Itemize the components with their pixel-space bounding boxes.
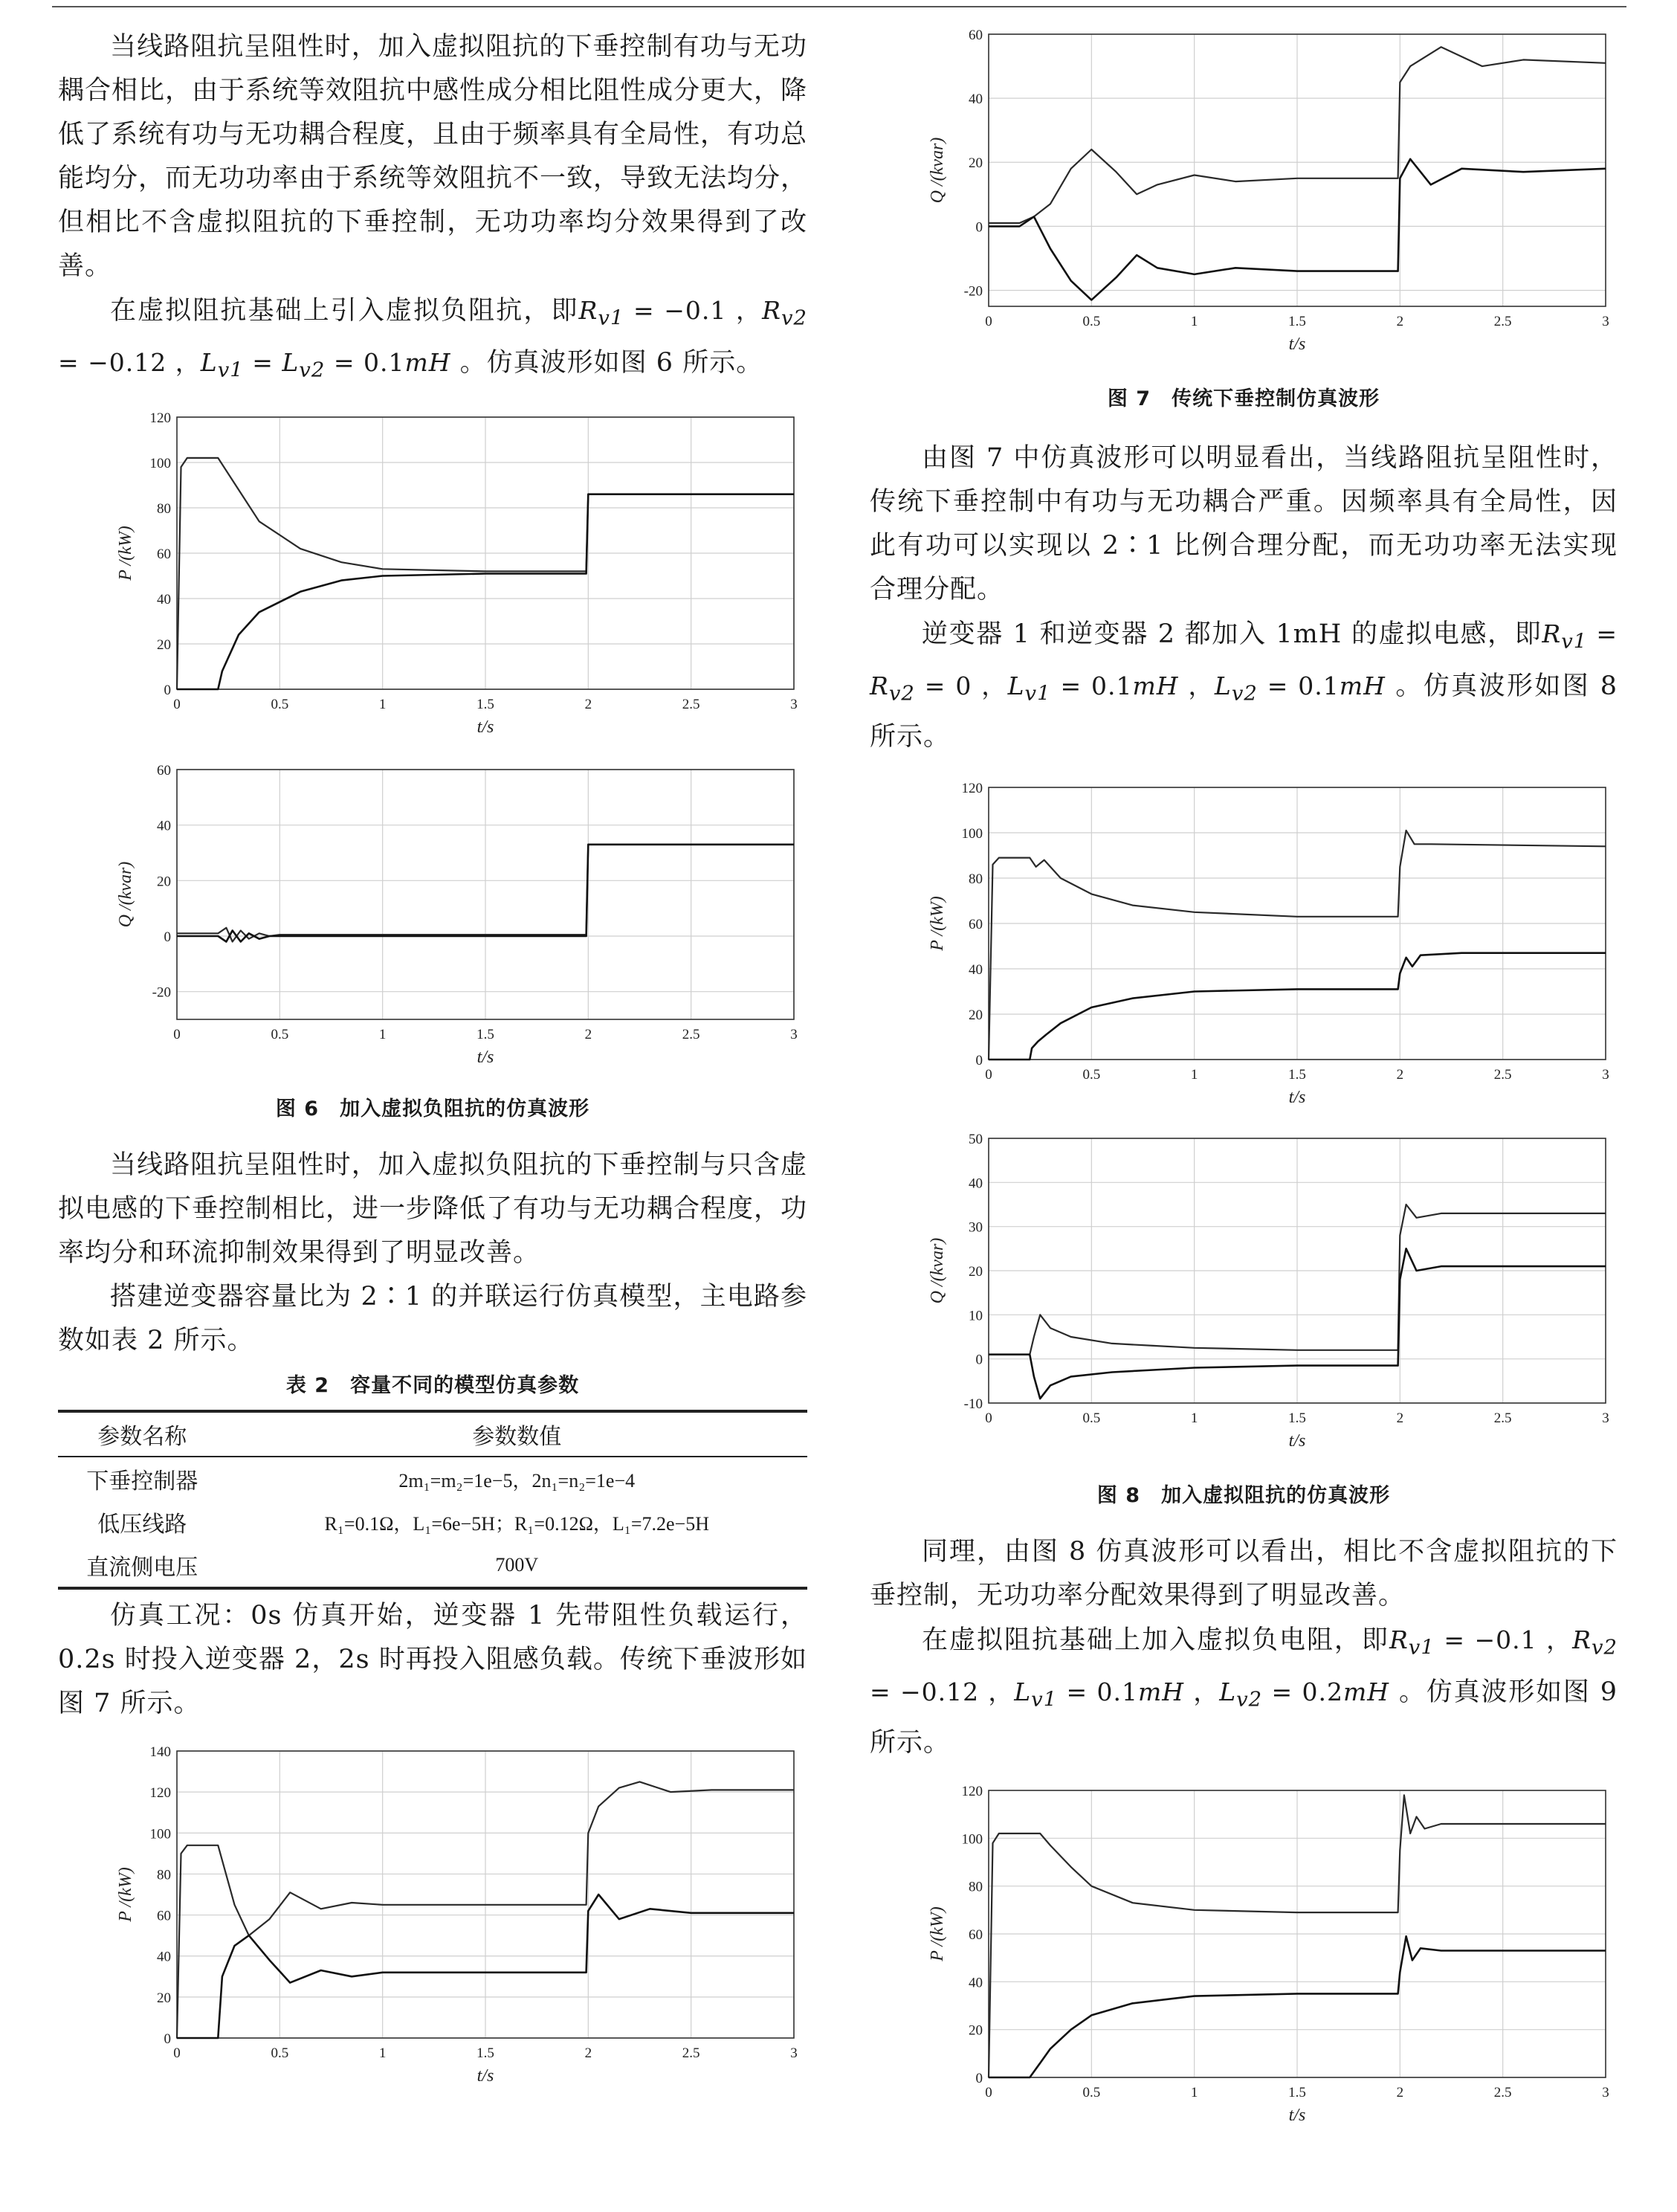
table-cell: 直流侧电压 [86, 1555, 198, 1581]
fig9-active-power-chart [870, 1781, 1613, 2131]
y-tick-label: 0 [975, 219, 983, 236]
right-paragraph-3: 同理，由图 8 仿真波形可以看出，相比不含虚拟阻抗的下垂控制，无功功率分配效果得到了明显改善。 [870, 1537, 1618, 1611]
x-tick-label: 1 [1190, 1410, 1198, 1427]
y-tick-label: 80 [969, 871, 983, 888]
x-tick-label: 1 [378, 1027, 387, 1043]
grid [177, 770, 794, 1019]
right-paragraph-4-tail: 。仿真波形如图 9 所示。 [870, 1677, 1618, 1758]
fig6-active-power-chart [58, 408, 801, 743]
x-tick-label: 1.5 [476, 2045, 494, 2062]
left-paragraph-3: 当线路阻抗呈阻性时，加入虚拟负阻抗的下垂控制与只含虚拟电感的下垂控制相比，进一步降低了有功与无功耦合程度，功率均分和环流抑制效果得到了明显改善。 [58, 1150, 808, 1268]
x-tick-label: 2 [1396, 314, 1404, 329]
y-tick-label: -10 [963, 1396, 983, 1413]
left-paragraph-2-text: 在虚拟阻抗基础上引入虚拟负阻抗，即 [110, 296, 579, 326]
y-tick-label: 50 [969, 1132, 983, 1148]
y-tick-label: 0 [164, 2031, 171, 2048]
grid [989, 34, 1606, 306]
right-paragraph-4-text: 在虚拟阻抗基础上加入虚拟负电阻，即 [922, 1625, 1389, 1656]
right-column [870, 25, 1618, 2131]
x-tick-label: 2 [584, 697, 592, 713]
y-tick-label: 120 [149, 410, 171, 427]
right-paragraph-4 [870, 1618, 1618, 1765]
left-paragraph-1: 当线路阻抗呈阻性时，加入虚拟阻抗的下垂控制有功与无功耦合相比，由于系统等效阻抗中感性成分相比阻性成分更大，降低了系统有功与无功耦合程度，且由于频率具有全局性，有功总能均分，而无功功率由于系统等效阻抗不一致，导致无法均分，但相比不含虚拟阻抗的下垂控制，无功功率均分效果得到了改善。 [58, 32, 808, 281]
y-tick-label: 60 [969, 917, 983, 933]
x-tick-label: 1 [1190, 1067, 1198, 1083]
right-paragraph-2 [870, 612, 1618, 759]
x-tick-label: 0.5 [1082, 2085, 1101, 2101]
table-row [58, 1544, 807, 1588]
left-paragraph-2 [58, 288, 807, 392]
x-axis-label: t/s [1288, 2106, 1306, 2126]
y-tick-label: 40 [969, 1975, 983, 1991]
x-tick-label: 2.5 [1493, 1067, 1512, 1083]
y-tick-label: 0 [164, 683, 171, 699]
x-tick-label: 3 [790, 697, 798, 713]
left-paragraph-4: 搭建逆变器容量比为 2∶1 的并联运行仿真模型，主电路参数如表 2 所示。 [58, 1282, 807, 1356]
x-tick-label: 2 [1396, 1410, 1404, 1427]
y-tick-label: 60 [157, 546, 171, 563]
y-tick-label: 60 [969, 28, 983, 43]
x-tick-label: 0 [173, 2045, 181, 2062]
x-tick-label: 1.5 [1288, 1067, 1306, 1083]
table-row [58, 1457, 807, 1500]
grid [177, 417, 794, 689]
x-tick-label: 2 [584, 1027, 592, 1043]
x-tick-label: 3 [790, 1027, 798, 1043]
y-tick-label: 120 [961, 781, 983, 797]
x-tick-label: 0 [985, 314, 992, 329]
fig7-active-power-chart [58, 1742, 801, 2092]
left-column [58, 25, 807, 2092]
x-tick-label: 1 [378, 697, 387, 713]
x-tick-label: 3 [1602, 1067, 1609, 1083]
y-tick-label: 20 [969, 1264, 983, 1280]
y-axis-label: Q /(kvar) [928, 137, 947, 204]
x-tick-label: 0.5 [271, 697, 289, 713]
x-tick-label: 3 [1602, 1410, 1609, 1427]
table-cell: R₁=0.1Ω，L₁=6e−5H；R₁=0.12Ω，L₁=7.2e−5H [324, 1512, 709, 1535]
y-tick-label: 60 [157, 763, 171, 779]
fig7-caption: 图 7 传统下垂控制仿真波形 [1107, 387, 1380, 410]
x-tick-label: 0 [985, 1067, 992, 1083]
page-top-rule [52, 6, 1626, 7]
x-tick-label: 3 [790, 2045, 798, 2062]
y-tick-label: 0 [975, 1352, 983, 1368]
x-tick-label: 0.5 [271, 2045, 289, 2062]
y-tick-label: 100 [961, 1831, 983, 1848]
x-tick-label: 2 [584, 2045, 592, 2062]
x-tick-label: 3 [1602, 2085, 1609, 2101]
y-tick-label: 60 [157, 1908, 171, 1924]
x-tick-label: 1.5 [476, 1027, 494, 1043]
y-tick-label: 100 [149, 456, 171, 472]
table-header-value: 参数数值 [472, 1424, 562, 1451]
x-axis-label: t/s [1288, 335, 1306, 354]
y-axis-label: P /(kW) [928, 1906, 947, 1962]
y-tick-label: 0 [975, 2071, 983, 2087]
table-header-row [58, 1411, 807, 1457]
y-tick-label: 120 [961, 1784, 983, 1800]
y-tick-label: 80 [969, 1880, 983, 1896]
table-cell: 低压线路 [97, 1512, 187, 1538]
x-tick-label: 0 [173, 1027, 181, 1043]
y-tick-label: 60 [969, 1927, 983, 1944]
y-tick-label: 80 [157, 1867, 171, 1883]
x-tick-label: 1 [1190, 2085, 1198, 2101]
x-axis-label: t/s [476, 718, 494, 738]
y-axis-label: Q /(kvar) [928, 1237, 947, 1304]
table-row [58, 1500, 807, 1544]
y-tick-label: 20 [969, 1007, 983, 1024]
x-tick-label: 0.5 [1082, 1410, 1101, 1427]
y-tick-label: 40 [969, 962, 983, 978]
x-axis-label: t/s [1288, 1088, 1306, 1108]
fig8-caption: 图 8 加入虚拟阻抗的仿真波形 [1096, 1484, 1391, 1508]
y-tick-label: 30 [969, 1219, 983, 1236]
y-tick-label: 20 [157, 874, 171, 890]
y-tick-label: 40 [969, 91, 983, 108]
y-tick-label: 40 [157, 592, 171, 608]
y-tick-label: -20 [152, 984, 171, 1001]
right-paragraph-1: 由图 7 中仿真波形可以明显看出，当线路阻抗呈阻性时，传统下垂控制中有功与无功耦合严重。因频率具有全局性，因此有功可以实现以 2∶1 比例合理分配，而无功功率无法实现合理分配。 [870, 443, 1618, 604]
y-axis-label: P /(kW) [928, 896, 947, 951]
y-tick-label: 40 [157, 818, 171, 834]
eq-rv1: $R_{v1} = -0.1$ ，$R_{v2} = -0.12$ ，$L_{v1} = L_{v2} = 0.1mH$ [58, 296, 807, 382]
grid [989, 1790, 1606, 2077]
y-axis-label: P /(kW) [116, 1867, 135, 1922]
fig6-reactive-power-chart [58, 761, 801, 1073]
y-tick-label: 0 [164, 929, 171, 946]
x-tick-label: 2 [1396, 1067, 1404, 1083]
x-tick-label: 2.5 [682, 1027, 700, 1043]
y-tick-label: 100 [961, 826, 983, 842]
y-tick-label: 140 [149, 1744, 171, 1761]
right-paragraph-2-tail: 。仿真波形如图 8 所示。 [870, 671, 1618, 752]
table-header-name: 参数名称 [97, 1424, 187, 1451]
y-tick-label: 80 [157, 501, 171, 517]
x-tick-label: 0 [985, 1410, 992, 1427]
y-tick-label: 40 [969, 1176, 983, 1192]
table2-title: 表 2 容量不同的模型仿真参数 [285, 1374, 580, 1398]
x-tick-label: 1.5 [476, 697, 494, 713]
x-tick-label: 1 [1190, 314, 1198, 329]
grid [989, 787, 1606, 1060]
y-tick-label: 10 [969, 1308, 983, 1324]
x-tick-label: 1.5 [1288, 2085, 1306, 2101]
y-axis-label: P /(kW) [116, 526, 135, 581]
table-cell: 下垂控制器 [86, 1468, 198, 1495]
y-axis-label: Q /(kvar) [116, 861, 135, 928]
eq-virtual-inductance: $R_{v1} = R_{v2} = 0$ ，$L_{v1} = 0.1mH$ ，$L_{v2} = 0.1mH$ [870, 619, 1618, 706]
left-paragraph-2-tail: 。仿真波形如图 6 所示。 [450, 347, 763, 378]
grid [177, 1751, 794, 2038]
x-axis-label: t/s [476, 1048, 494, 1068]
x-tick-label: 2 [1396, 2085, 1404, 2101]
y-tick-label: 100 [149, 1826, 171, 1842]
y-tick-label: 20 [969, 155, 983, 172]
x-tick-label: 1.5 [1288, 1410, 1306, 1427]
fig8-reactive-power-chart [870, 1129, 1613, 1457]
x-tick-label: 2.5 [682, 697, 700, 713]
y-tick-label: 120 [149, 1785, 171, 1802]
fig6-caption: 图 6 加入虚拟负阻抗的仿真波形 [275, 1097, 590, 1121]
right-paragraph-2-text: 逆变器 1 和逆变器 2 都加入 1mH 的虚拟电感，即 [922, 619, 1542, 649]
grid [989, 1138, 1606, 1403]
x-tick-label: 1.5 [1288, 314, 1306, 329]
x-tick-label: 0 [173, 697, 181, 713]
x-tick-label: 2.5 [1493, 2085, 1512, 2101]
fig8-active-power-chart [870, 778, 1613, 1113]
x-tick-label: 2.5 [682, 2045, 700, 2062]
fig7-reactive-power-chart [870, 25, 1613, 360]
x-tick-label: 0.5 [1082, 314, 1101, 329]
y-tick-label: 20 [157, 637, 171, 654]
table-cell: 700V [495, 1554, 539, 1576]
x-tick-label: 0 [985, 2085, 992, 2101]
table-cell: 2m₁=m₂=1e−5，2n₁=n₂=1e−4 [398, 1469, 636, 1492]
x-tick-label: 3 [1602, 314, 1609, 329]
left-paragraph-5: 仿真工况：0s 仿真开始，逆变器 1 先带阻性负载运行，0.2s 时投入逆变器 2，2s 时再投入阻感负载。传统下垂波形如图 7 所示。 [58, 1601, 807, 1719]
x-tick-label: 2.5 [1493, 314, 1512, 329]
x-tick-label: 0.5 [271, 1027, 289, 1043]
y-tick-label: 20 [157, 1990, 171, 2007]
y-tick-label: 20 [969, 2023, 983, 2040]
y-tick-label: -20 [963, 283, 983, 300]
x-tick-label: 1 [378, 2045, 387, 2062]
x-tick-label: 2.5 [1493, 1410, 1512, 1427]
y-tick-label: 0 [975, 1053, 983, 1069]
x-axis-label: t/s [1288, 1431, 1306, 1451]
eq-virtual-neg-resistance: $R_{v1} = -0.1$ ，$R_{v2} = -0.12$ ，$L_{v1} = 0.1mH$ ，$L_{v2} = 0.2mH$ [870, 1625, 1618, 1712]
x-axis-label: t/s [476, 2066, 494, 2086]
params-table [58, 1410, 807, 1590]
y-tick-label: 40 [157, 1949, 171, 1965]
x-tick-label: 0.5 [1082, 1067, 1101, 1083]
